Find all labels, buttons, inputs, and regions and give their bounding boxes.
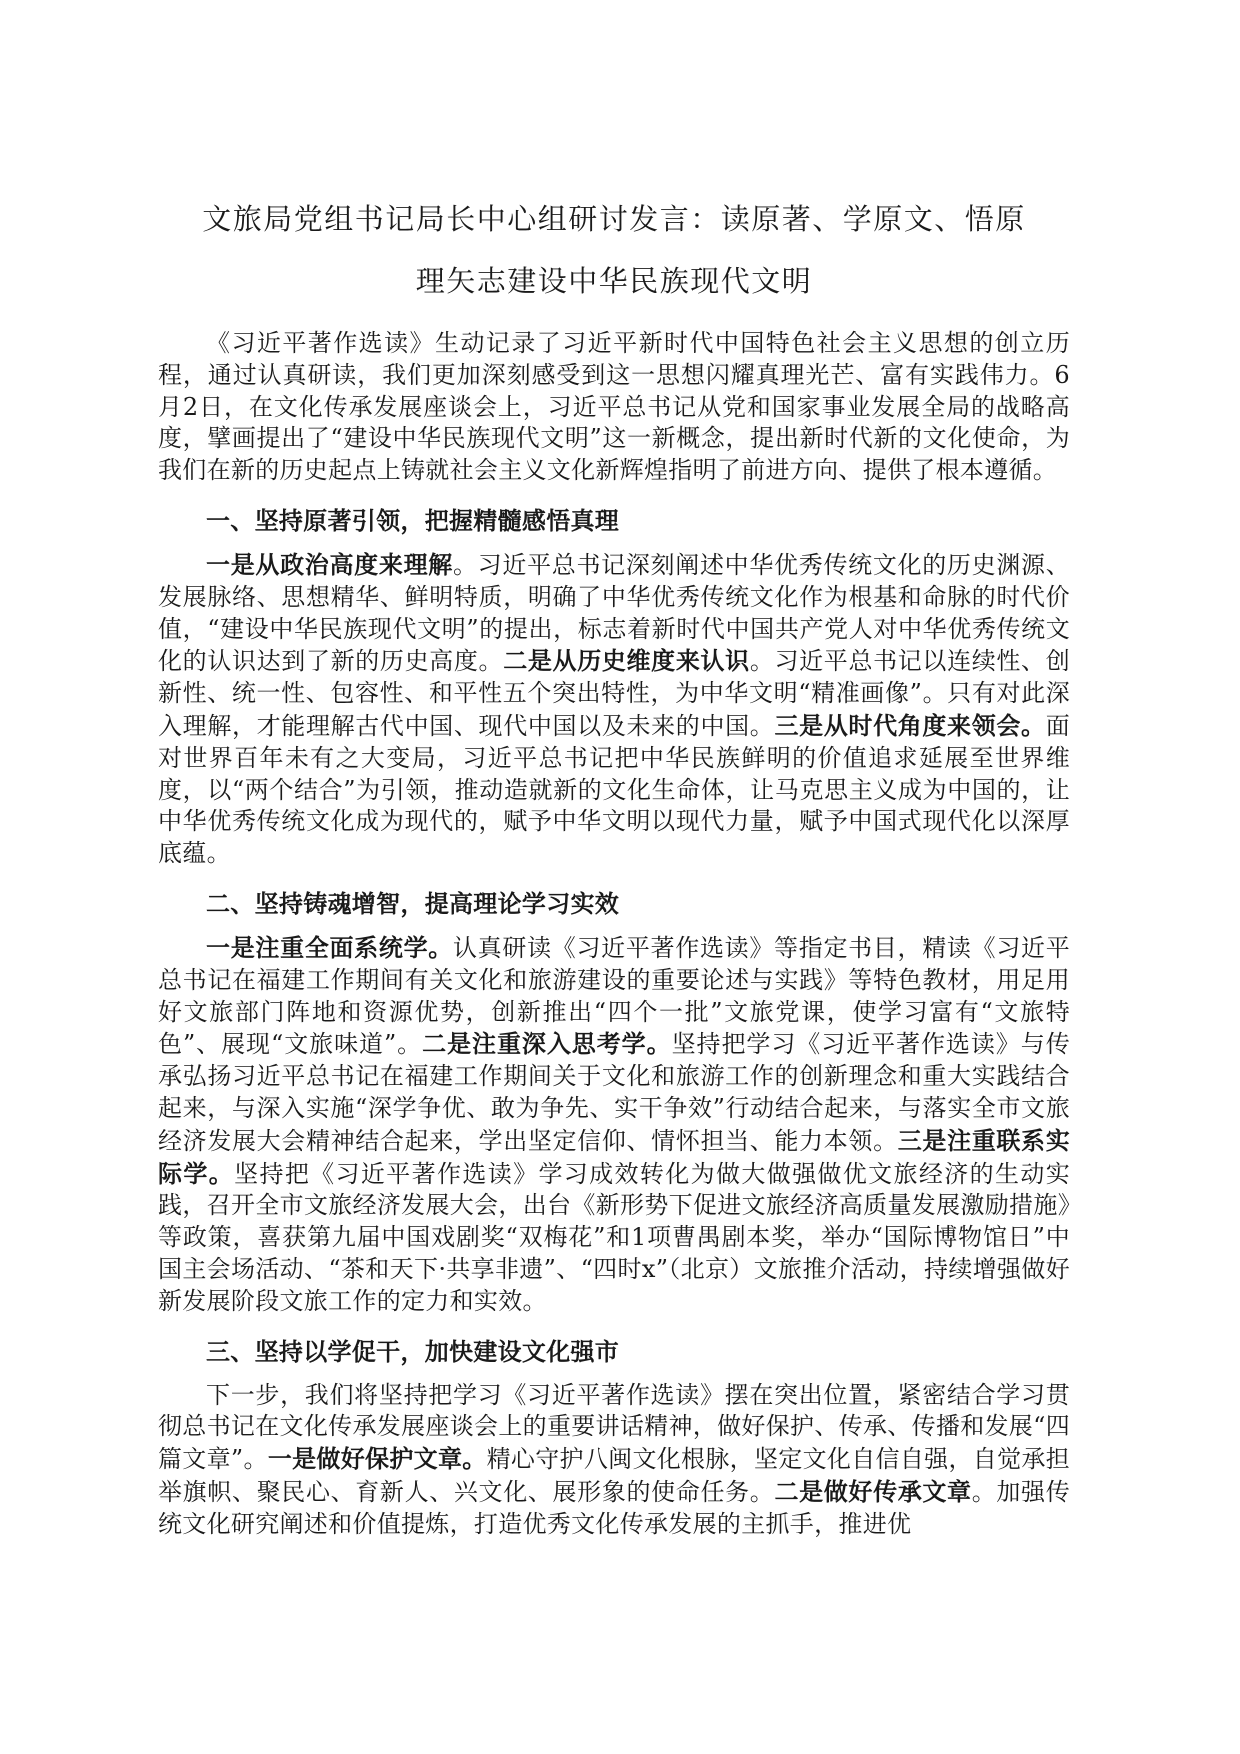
section-3-point-2-lead: 二是做好传承文章 bbox=[774, 1476, 972, 1506]
section-1-point-2-text: 。习近平总书记以连续性、创新性、统一性、包容性、和平性五个突出特性，为中华文明“精准画像”。只有对此深入理解，才能理解古代中国、现代中国以及未来的中国。 bbox=[158, 647, 1071, 740]
section-1-point-3-text: 面对世界百年未有之大变局，习近平总书记把中华民族鲜明的价值追求延展至世界维度，以“两个结合”为引领，推动造就新的文化生命体，让马克思主义成为中国的，让中华优秀传统文化成为现代的，赋予中华文明以现代力量，赋予中国式现代化以深厚底蕴。 bbox=[158, 711, 1070, 868]
section-2-heading: 二、坚持铸魂增智，提高理论学习实效 bbox=[206, 888, 620, 918]
section-3-heading: 三、坚持以学促干，加快建设文化强市 bbox=[206, 1336, 620, 1366]
section-1-paragraph bbox=[158, 549, 1070, 870]
title-line-1: 文旅局党组书记局长中心组研讨发言：读原著、学原文、悟原 bbox=[202, 202, 1026, 236]
section-1-point-3-lead: 三是从时代角度来领会。 bbox=[774, 710, 1046, 740]
section-1-point-1-lead: 一是从政治高度来理解 bbox=[206, 549, 453, 579]
section-3-point-1-lead: 一是做好保护文章。 bbox=[267, 1444, 487, 1474]
section-1-point-2-lead: 二是从历史维度来认识 bbox=[503, 646, 750, 676]
section-3-point-2-text: 。加强传统文化研究阐述和价值提炼，打造优秀文化传承发展的主抓手，推进优 bbox=[158, 1477, 1070, 1538]
section-1-point-1-text: 。习近平总书记深刻阐述中华优秀传统文化的历史渊源、发展脉络、思想精华、鲜明特质，明确了中华优秀传统文化作为根基和命脉的时代价值，“建设中华民族现代文明”的提出，标志着新时代中国共产党人对中华优秀传统文化的认识达到了新的历史高度。 bbox=[158, 550, 1071, 676]
section-3-intro-text: 下一步，我们将坚持把学习《习近平著作选读》摆在突出位置，紧密结合学习贯彻总书记在文化传承发展座谈会上的重要讲话精神，做好保护、传承、传播和发展“四篇文章”。 bbox=[158, 1380, 1070, 1474]
section-2-paragraph bbox=[158, 932, 1070, 1318]
section-3-point-1-text: 精心守护八闽文化根脉，坚定文化自信自强，自觉承担举旗帜、聚民心、育新人、兴文化、展形象的使命任务。 bbox=[158, 1445, 1070, 1506]
section-2-point-1-lead: 一是注重全面系统学。 bbox=[206, 932, 453, 962]
section-2-point-2-lead: 二是注重深入思考学。 bbox=[422, 1029, 672, 1059]
section-3-paragraph bbox=[158, 1380, 1070, 1541]
section-1-heading: 一、坚持原著引领，把握精髓感悟真理 bbox=[206, 505, 620, 535]
document-title bbox=[158, 188, 1070, 312]
title-line-2: 理矢志建设中华民族现代文明 bbox=[415, 264, 813, 298]
document-page bbox=[158, 188, 1070, 1541]
intro-paragraph: 《习近平著作选读》生动记录了习近平新时代中国特色社会主义思想的创立历程，通过认真研读，我们更加深刻感受到这一思想闪耀真理光芒、富有实践伟力。6月2日，在文化传承发展座谈会上，习近平总书记从党和国家事业发展全局的战略高度，擘画提出了“建设中华民族现代文明”这一新概念，提出新时代新的文化使命，为我们在新的历史起点上铸就社会主义文化新辉煌指明了前进方向、提供了根本遵循。 bbox=[158, 329, 1070, 485]
section-2-point-2-text: 坚持把学习《习近平著作选读》与传承弘扬习近平总书记在福建工作期间关于文化和旅游工作的创新理念和重大实践结合起来，与深入实施“深学争优、敢为争先、实干争效”行动结合起来，与落实全市文旅经济发展大会精神结合起来，学出坚定信仰、情怀担当、能力本领。 bbox=[158, 1030, 1070, 1155]
section-2-point-3-lead: 三是注重联系实际学。 bbox=[158, 1125, 1070, 1188]
section-2-point-3-text: 坚持把《习近平著作选读》学习成效转化为做大做强做优文旅经济的生动实践，召开全市文旅经济发展大会，出台《新形势下促进文旅经济高质量发展激励措施》等政策，喜获第九届中国戏剧奖“双梅花”和1项曹禺剧本奖，举办“国际博物馆日”中国主会场活动、“茶和天下·共享非遗”、“四时x”（北京）文旅推介活动，持续增强做好新发展阶段文旅工作的定力和实效。 bbox=[158, 1159, 1070, 1315]
section-2-point-1-text: 认真研读《习近平著作选读》等指定书目，精读《习近平总书记在福建工作期间有关文化和旅游建设的重要论述与实践》等特色教材，用足用好文旅部门阵地和资源优势，创新推出“四个一批”文旅党课，使学习富有“文旅特色”、展现“文旅味道”。 bbox=[158, 933, 1071, 1059]
